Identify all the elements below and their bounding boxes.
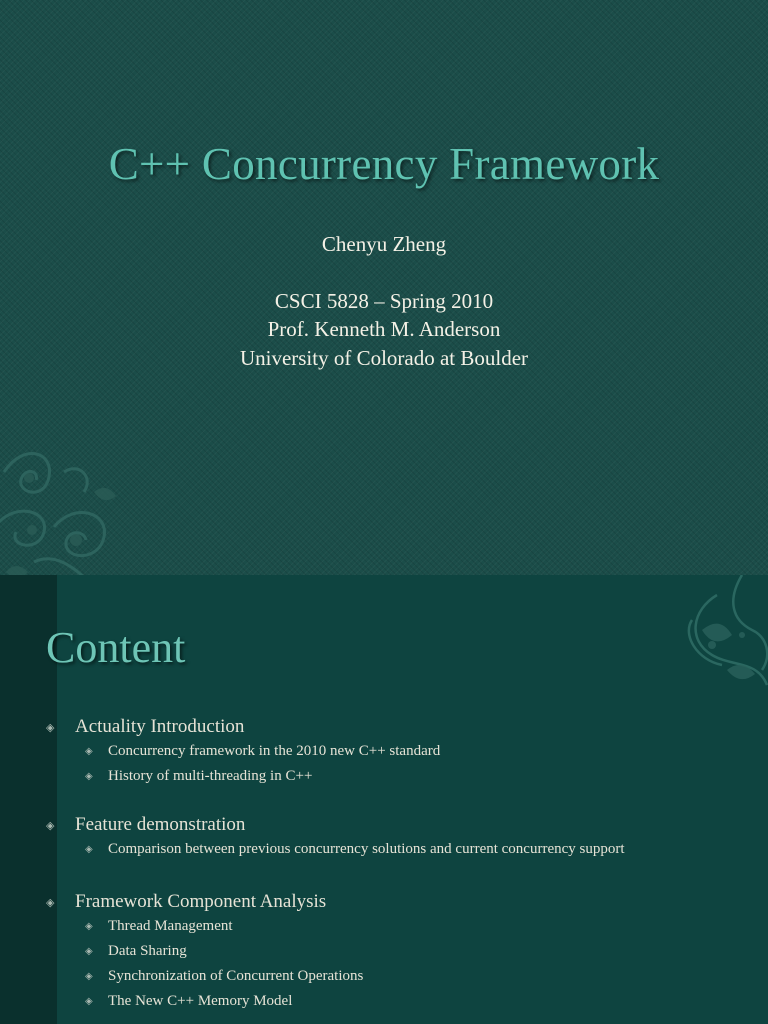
bullet-group (46, 715, 746, 789)
professor-line: Prof. Kenneth M. Anderson (267, 317, 501, 341)
diamond-bullet-icon: ◈ (46, 722, 55, 734)
list-item (46, 739, 746, 764)
list-item (46, 914, 746, 939)
list-item (46, 715, 746, 739)
diamond-bullet-icon: ◈ (46, 820, 55, 832)
list-item (46, 764, 746, 789)
floral-corner-icon (672, 575, 768, 705)
diamond-bullet-icon: ◈ (85, 746, 93, 757)
author-name: Chenyu Zheng (321, 232, 447, 256)
list-item (46, 890, 746, 914)
bullet-subitem: Data Sharing (108, 943, 187, 959)
list-item (46, 964, 746, 989)
diamond-bullet-icon: ◈ (85, 946, 93, 957)
diamond-bullet-icon: ◈ (46, 897, 55, 909)
bullet-list (46, 715, 746, 1024)
subtitle-block (0, 230, 768, 372)
spacer (0, 259, 768, 287)
diamond-bullet-icon: ◈ (85, 771, 93, 782)
diamond-bullet-icon: ◈ (85, 996, 93, 1007)
diamond-bullet-icon: ◈ (85, 971, 93, 982)
bullet-subitem: History of multi-threading in C++ (108, 768, 313, 784)
diamond-bullet-icon: ◈ (85, 921, 93, 932)
course-line: CSCI 5828 – Spring 2010 (274, 288, 494, 313)
bullet-subitem: Synchronization of Concurrent Operations (108, 968, 364, 984)
bullet-group (46, 890, 746, 1014)
diamond-bullet-icon: ◈ (85, 844, 93, 855)
list-item (46, 837, 746, 862)
bullet-heading: Framework Component Analysis (75, 891, 327, 912)
list-item (46, 813, 746, 837)
floral-ornament-icon (0, 432, 134, 575)
list-item (46, 939, 746, 964)
slide-title: C++ Concurrency Framework (108, 139, 660, 189)
bullet-subitem: Comparison between previous concurrency solutions and current concurrency support (108, 841, 625, 857)
bullet-subitem: Concurrency framework in the 2010 new C++ standard (108, 743, 441, 759)
bullet-heading: Actuality Introduction (75, 716, 245, 737)
list-item (46, 989, 746, 1014)
bullet-subitem: Thread Management (108, 918, 233, 934)
bullet-heading: Feature demonstration (75, 814, 246, 835)
university-line: University of Colorado at Boulder (239, 345, 529, 370)
content-slide (0, 575, 768, 1024)
bullet-subitem: The New C++ Memory Model (108, 993, 293, 1009)
content-title: Content (46, 623, 186, 672)
bullet-group (46, 813, 746, 862)
